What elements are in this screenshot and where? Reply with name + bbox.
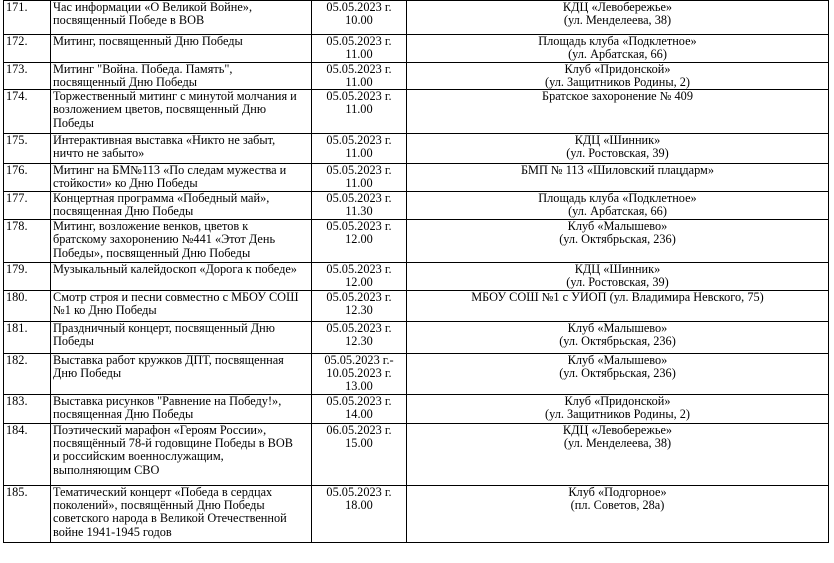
event-name-cell-line: посвященная Дню Победы [53,406,194,421]
row-number-cell-line: 178. [6,219,28,234]
event-date-cell-line: 11.30 [345,204,373,219]
event-name-cell-line: братскому захоронению №441 «Этот День [53,232,276,247]
event-date-cell [312,62,407,90]
event-place-cell-line: Клуб «Подгорное» [568,485,667,499]
event-date-cell [312,290,407,321]
event-place-cell [407,290,829,321]
event-place-cell-line: (ул. Арбатская, 66) [568,204,667,219]
events-table-body [4,1,829,543]
event-date-cell-line: 05.05.2023 г. [326,62,392,76]
event-date-cell-line: 05.05.2023 г. [326,321,392,335]
row-number-cell [4,485,51,542]
event-place-cell-line: Клуб «Малышево» [567,353,668,367]
event-place-cell-line: Площадь клуба «Подклетное» [538,191,697,206]
event-place-cell [407,90,829,134]
table-row [4,321,829,353]
event-place-cell-line: КДЦ «Левобережье» [562,0,673,14]
row-number-cell-line: 175. [6,133,28,148]
event-place-cell-line: (ул. Октябрьская, 236) [559,232,676,247]
event-place-cell-line: (ул. Октябрьская, 236) [559,366,676,381]
event-name-cell [51,394,312,423]
event-place-cell [407,62,829,90]
row-number-cell-line: 177. [6,191,28,206]
event-date-cell [312,35,407,63]
event-place-cell-line: (пл. Советов, 28а) [570,497,665,512]
event-name-cell [51,220,312,263]
event-name-cell-line: посвященный Победе в ВОВ [53,13,205,28]
event-date-cell-line: 05.05.2023 г. [326,89,392,104]
event-name-cell-line: выполняющим СВО [53,462,160,477]
event-date-cell [312,164,407,192]
event-place-cell [407,423,829,485]
row-number-cell [4,263,51,291]
row-number-cell [4,62,51,90]
event-date-cell [312,263,407,291]
table-row [4,263,829,291]
row-number-cell [4,423,51,485]
event-date-cell-line: 18.00 [345,497,373,512]
event-name-cell [51,423,312,485]
table-row [4,134,829,164]
event-date-cell-line: 11.00 [345,102,373,117]
table-row [4,192,829,220]
event-place-cell [407,164,829,192]
event-name-cell-line: Дню Победы [53,366,122,381]
event-name-cell-line: Торжественный митинг с минутой молчания и [53,89,297,104]
event-name-cell [51,290,312,321]
row-number-cell [4,353,51,394]
row-number-cell-line: 173. [6,62,28,76]
row-number-cell-line: 184. [6,423,28,437]
event-name-cell [51,134,312,164]
event-date-cell [312,90,407,134]
event-date-cell [312,1,407,35]
table-row [4,353,829,394]
event-date-cell-line: 12.00 [345,232,373,247]
event-name-cell-line: Праздничный концерт, посвященный Дню [53,321,275,335]
event-name-cell-line: возложением цветов, посвященный Дню [53,102,267,117]
event-name-cell-line: Тематический концерт «Победа в сердцах [53,485,273,499]
table-row [4,394,829,423]
event-place-cell-line: Клуб «Малышево» [567,321,668,335]
event-place-cell-line: (ул. Защитников Родины, 2) [545,406,690,421]
event-name-cell [51,164,312,192]
row-number-cell [4,321,51,353]
event-name-cell [51,35,312,63]
event-name-cell [51,1,312,35]
event-name-cell-line: советского народа в Великой Отечественной [53,511,287,526]
event-name-cell-line: Выставка рисунков "Равнение на Победу!», [53,394,282,408]
event-name-cell [51,485,312,542]
event-date-cell-line: 06.05.2023 г. [326,423,392,437]
event-date-cell-line: 14.00 [345,406,373,421]
event-place-cell [407,192,829,220]
event-date-cell-line: 05.05.2023 г. [326,290,392,304]
event-place-cell [407,263,829,291]
table-row [4,35,829,63]
event-place-cell [407,35,829,63]
row-number-cell-line: 171. [6,0,28,14]
event-name-cell [51,353,312,394]
table-row [4,485,829,542]
row-number-cell-line: 176. [6,163,28,178]
row-number-cell-line: 181. [6,321,28,335]
event-place-cell-line: Клуб «Малышево» [567,219,668,234]
event-date-cell [312,423,407,485]
row-number-cell [4,35,51,63]
event-date-cell [312,321,407,353]
event-date-cell-line: 05.05.2023 г. [326,163,392,178]
row-number-cell-line: 172. [6,34,28,48]
row-number-cell-line: 183. [6,394,28,408]
row-number-cell [4,90,51,134]
event-name-cell-line: Победы», посвященный Дню Победы [53,245,251,260]
event-name-cell-line: Концертная программа «Победный май», [53,191,270,206]
table-row [4,220,829,263]
event-name-cell-line: посвященный Дню Победы [53,74,197,89]
events-table [3,0,829,543]
event-name-cell-line: Митинг, возложение венков, цветов к [53,219,249,234]
event-place-cell-line: (ул. Арбатская, 66) [568,47,667,62]
event-name-cell-line: посвящённый 78-й годовщине Победы в ВОВ [53,435,293,450]
row-number-cell [4,394,51,423]
event-place-cell-line: Клуб «Придонской» [564,394,671,408]
event-date-cell-line: 11.00 [345,176,373,191]
event-place-cell [407,220,829,263]
event-name-cell-line: поколений», посвящённый Дню Победы [53,497,265,512]
event-date-cell [312,220,407,263]
event-date-cell-line: 12.00 [345,275,373,290]
event-place-cell-line: КДЦ «Шинник» [574,133,661,148]
event-date-cell-line: 11.00 [345,74,373,89]
event-place-cell-line: МБОУ СОШ №1 с УИОП (ул. Владимира Невского, 75) [471,290,764,304]
event-name-cell-line: ничто не забыто» [53,146,145,161]
event-place-cell-line: (ул. Ростовская, 39) [566,275,669,290]
event-date-cell-line: 05.05.2023 г. [326,0,392,14]
event-place-cell [407,134,829,164]
event-place-cell-line: (ул. Менделеева, 38) [563,13,672,28]
event-date-cell-line: 10.00 [345,13,373,28]
event-name-cell [51,192,312,220]
event-place-cell-line: (ул. Менделеева, 38) [563,435,672,450]
event-name-cell-line: посвященная Дню Победы [53,204,194,219]
table-row [4,290,829,321]
event-date-cell-line: 11.00 [345,146,373,161]
row-number-cell [4,220,51,263]
row-number-cell-line: 180. [6,290,28,304]
row-number-cell [4,164,51,192]
event-place-cell [407,485,829,542]
event-date-cell-line: 05.05.2023 г. [326,191,392,206]
event-name-cell-line: Музыкальный калейдоскоп «Дорога к победе» [53,262,297,277]
event-date-cell [312,394,407,423]
event-date-cell-line: 12.30 [345,334,373,349]
table-row [4,423,829,485]
event-date-cell-line: 15.00 [345,435,373,450]
event-date-cell-line: 13.00 [345,379,373,394]
event-name-cell-line: Митинг на БМ№113 «По следам мужества и [53,163,287,178]
event-place-cell-line: КДЦ «Левобережье» [562,423,673,437]
event-place-cell-line: (ул. Защитников Родины, 2) [545,74,690,89]
row-number-cell [4,134,51,164]
table-row [4,62,829,90]
event-date-cell-line: 05.05.2023 г. [326,485,392,499]
event-date-cell-line: 05.05.2023 г. [326,219,392,234]
event-date-cell [312,485,407,542]
event-date-cell-line: 05.05.2023 г. [326,262,392,277]
event-place-cell-line: Клуб «Придонской» [564,62,671,76]
event-date-cell-line: 12.30 [345,303,373,318]
event-place-cell [407,1,829,35]
event-name-cell-line: Интерактивная выставка «Никто не забыт, [53,133,276,148]
row-number-cell [4,1,51,35]
event-date-cell-line: 05.05.2023 г. [326,394,392,408]
event-name-cell-line: Победы [53,115,94,130]
event-date-cell-line: 10.05.2023 г. [326,366,392,381]
event-name-cell [51,321,312,353]
event-place-cell [407,321,829,353]
row-number-cell-line: 182. [6,353,28,367]
event-place-cell [407,353,829,394]
event-name-cell [51,62,312,90]
row-number-cell-line: 174. [6,89,28,104]
event-name-cell-line: Час информации «О Великой Войне», [53,0,253,14]
event-name-cell-line: и российским военнослужащим, [53,449,224,464]
event-name-cell [51,263,312,291]
event-date-cell-line: 05.05.2023 г. [326,133,392,148]
event-place-cell-line: КДЦ «Шинник» [574,262,661,277]
event-date-cell [312,353,407,394]
event-place-cell-line: Площадь клуба «Подклетное» [538,34,697,48]
event-place-cell [407,394,829,423]
event-name-cell-line: войне 1941-1945 годов [53,524,172,539]
event-place-cell-line: БМП № 113 «Шиловский плацдарм» [520,163,714,178]
event-name-cell-line: Митинг "Война. Победа. Память", [53,62,233,76]
event-name-cell-line: Митинг, посвященный Дню Победы [53,34,243,48]
table-row [4,1,829,35]
event-name-cell-line: Победы [53,334,94,349]
row-number-cell [4,290,51,321]
event-date-cell [312,134,407,164]
table-row [4,90,829,134]
table-row [4,164,829,192]
event-date-cell [312,192,407,220]
event-name-cell [51,90,312,134]
row-number-cell-line: 185. [6,485,28,499]
event-name-cell-line: №1 ко Дню Победы [53,303,157,318]
event-date-cell-line: 11.00 [345,47,373,62]
row-number-cell [4,192,51,220]
event-place-cell-line: (ул. Октябрьская, 236) [559,334,676,349]
row-number-cell-line: 179. [6,262,28,277]
event-place-cell-line: (ул. Ростовская, 39) [566,146,669,161]
event-name-cell-line: Поэтический марафон «Героям России», [53,423,267,437]
event-name-cell-line: Смотр строя и песни совместно с МБОУ СОШ [53,290,299,304]
event-name-cell-line: Выставка работ кружков ДПТ, посвященная [53,353,284,367]
event-date-cell-line: 05.05.2023 г. [326,34,392,48]
event-place-cell-line: Братское захоронение № 409 [542,89,693,104]
event-name-cell-line: стойкости» ко Дню Победы [53,176,198,191]
event-date-cell-line: 05.05.2023 г.- [324,353,394,367]
